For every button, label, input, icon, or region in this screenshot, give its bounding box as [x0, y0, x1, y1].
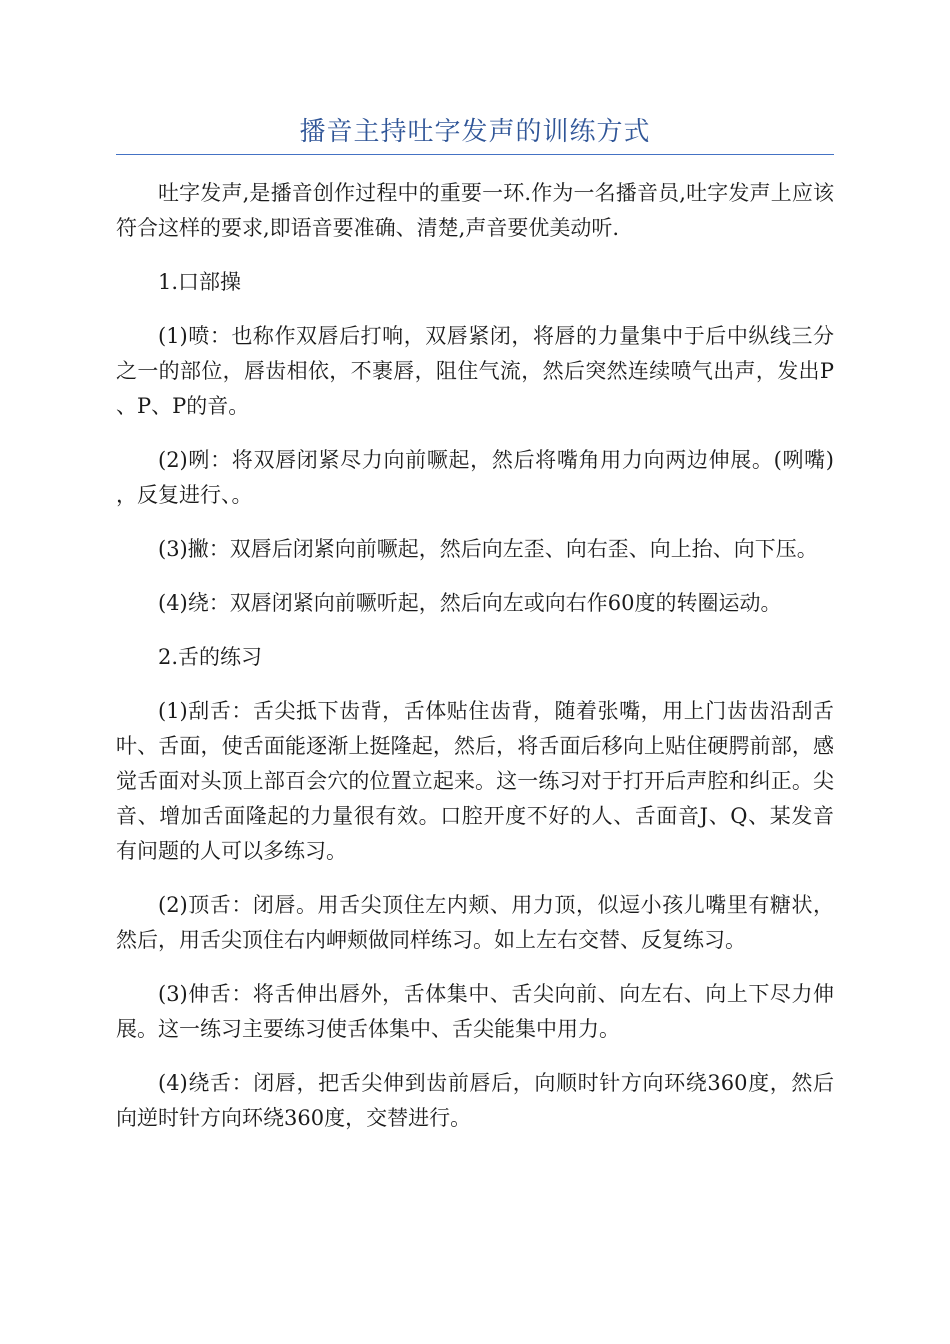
paragraph-tongue-3: (3)伸舌：将舌伸出唇外，舌体集中、舌尖向前、向左右、向上下尽力伸展。这一练习主要练习使舌体集中、舌尖能集中用力。 — [116, 982, 834, 1041]
paragraph-tongue-4: (4)绕舌：闭唇，把舌尖伸到齿前唇后，向顺时针方向环绕360度，然后向逆时针方向环绕360度，交替进行。 — [116, 1071, 834, 1130]
paragraph-tongue-2: (2)顶舌：闭唇。用舌尖顶住左内颊、用力顶，似逗小孩儿嘴里有糖状，然后，用舌尖顶住右内岬颊做同样练习。如上左右交替、反复练习。 — [116, 893, 834, 952]
section-heading-tongue-exercise: 2.舌的练习 — [158, 645, 263, 669]
paragraph-mouth-3: (3)撇：双唇后闭紧向前噘起，然后向左歪、向右歪、向上抬、向下压。 — [158, 537, 818, 561]
paragraph-tongue-1: (1)刮舌：舌尖抵下齿背，舌体贴住齿背，随着张嘴，用上门齿齿沿刮舌叶、舌面，使舌面能逐渐上挺隆起，然后，将舌面后移向上贴住硬腭前部，感觉舌面对头顶上部百会穴的位置立起来。这一练习对于打开后声腔和纠正。尖音、增加舌面隆起的力量很有效。口腔开度不好的人、舌面音J、Q、某发音有问题的人可以多练习。 — [116, 699, 834, 863]
paragraph-mouth-4: (4)绕：双唇闭紧向前噘听起，然后向左或向右作60度的转圈运动。 — [158, 591, 782, 615]
paragraph-mouth-1: (1)喷：也称作双唇后打响，双唇紧闭，将唇的力量集中于后中纵线三分之一的部位，唇齿相依，不裹唇，阻住气流，然后突然连续喷气出声，发出P、P、P的音。 — [116, 324, 834, 418]
document-title: 播音主持吐字发声的训练方式 — [299, 117, 651, 147]
section-heading-mouth-exercise: 1.口部操 — [158, 270, 242, 294]
paragraph-mouth-2: (2)咧：将双唇闭紧尽力向前噘起，然后将嘴角用力向两边伸展。(咧嘴)，反复进行、。 — [116, 448, 834, 507]
document-body — [116, 176, 834, 1155]
intro-paragraph: 吐字发声,是播音创作过程中的重要一环.作为一名播音员,吐字发声上应该符合这样的要求,即语音要准确、清楚,声音要优美动听. — [116, 181, 834, 240]
title-underline — [116, 154, 834, 155]
